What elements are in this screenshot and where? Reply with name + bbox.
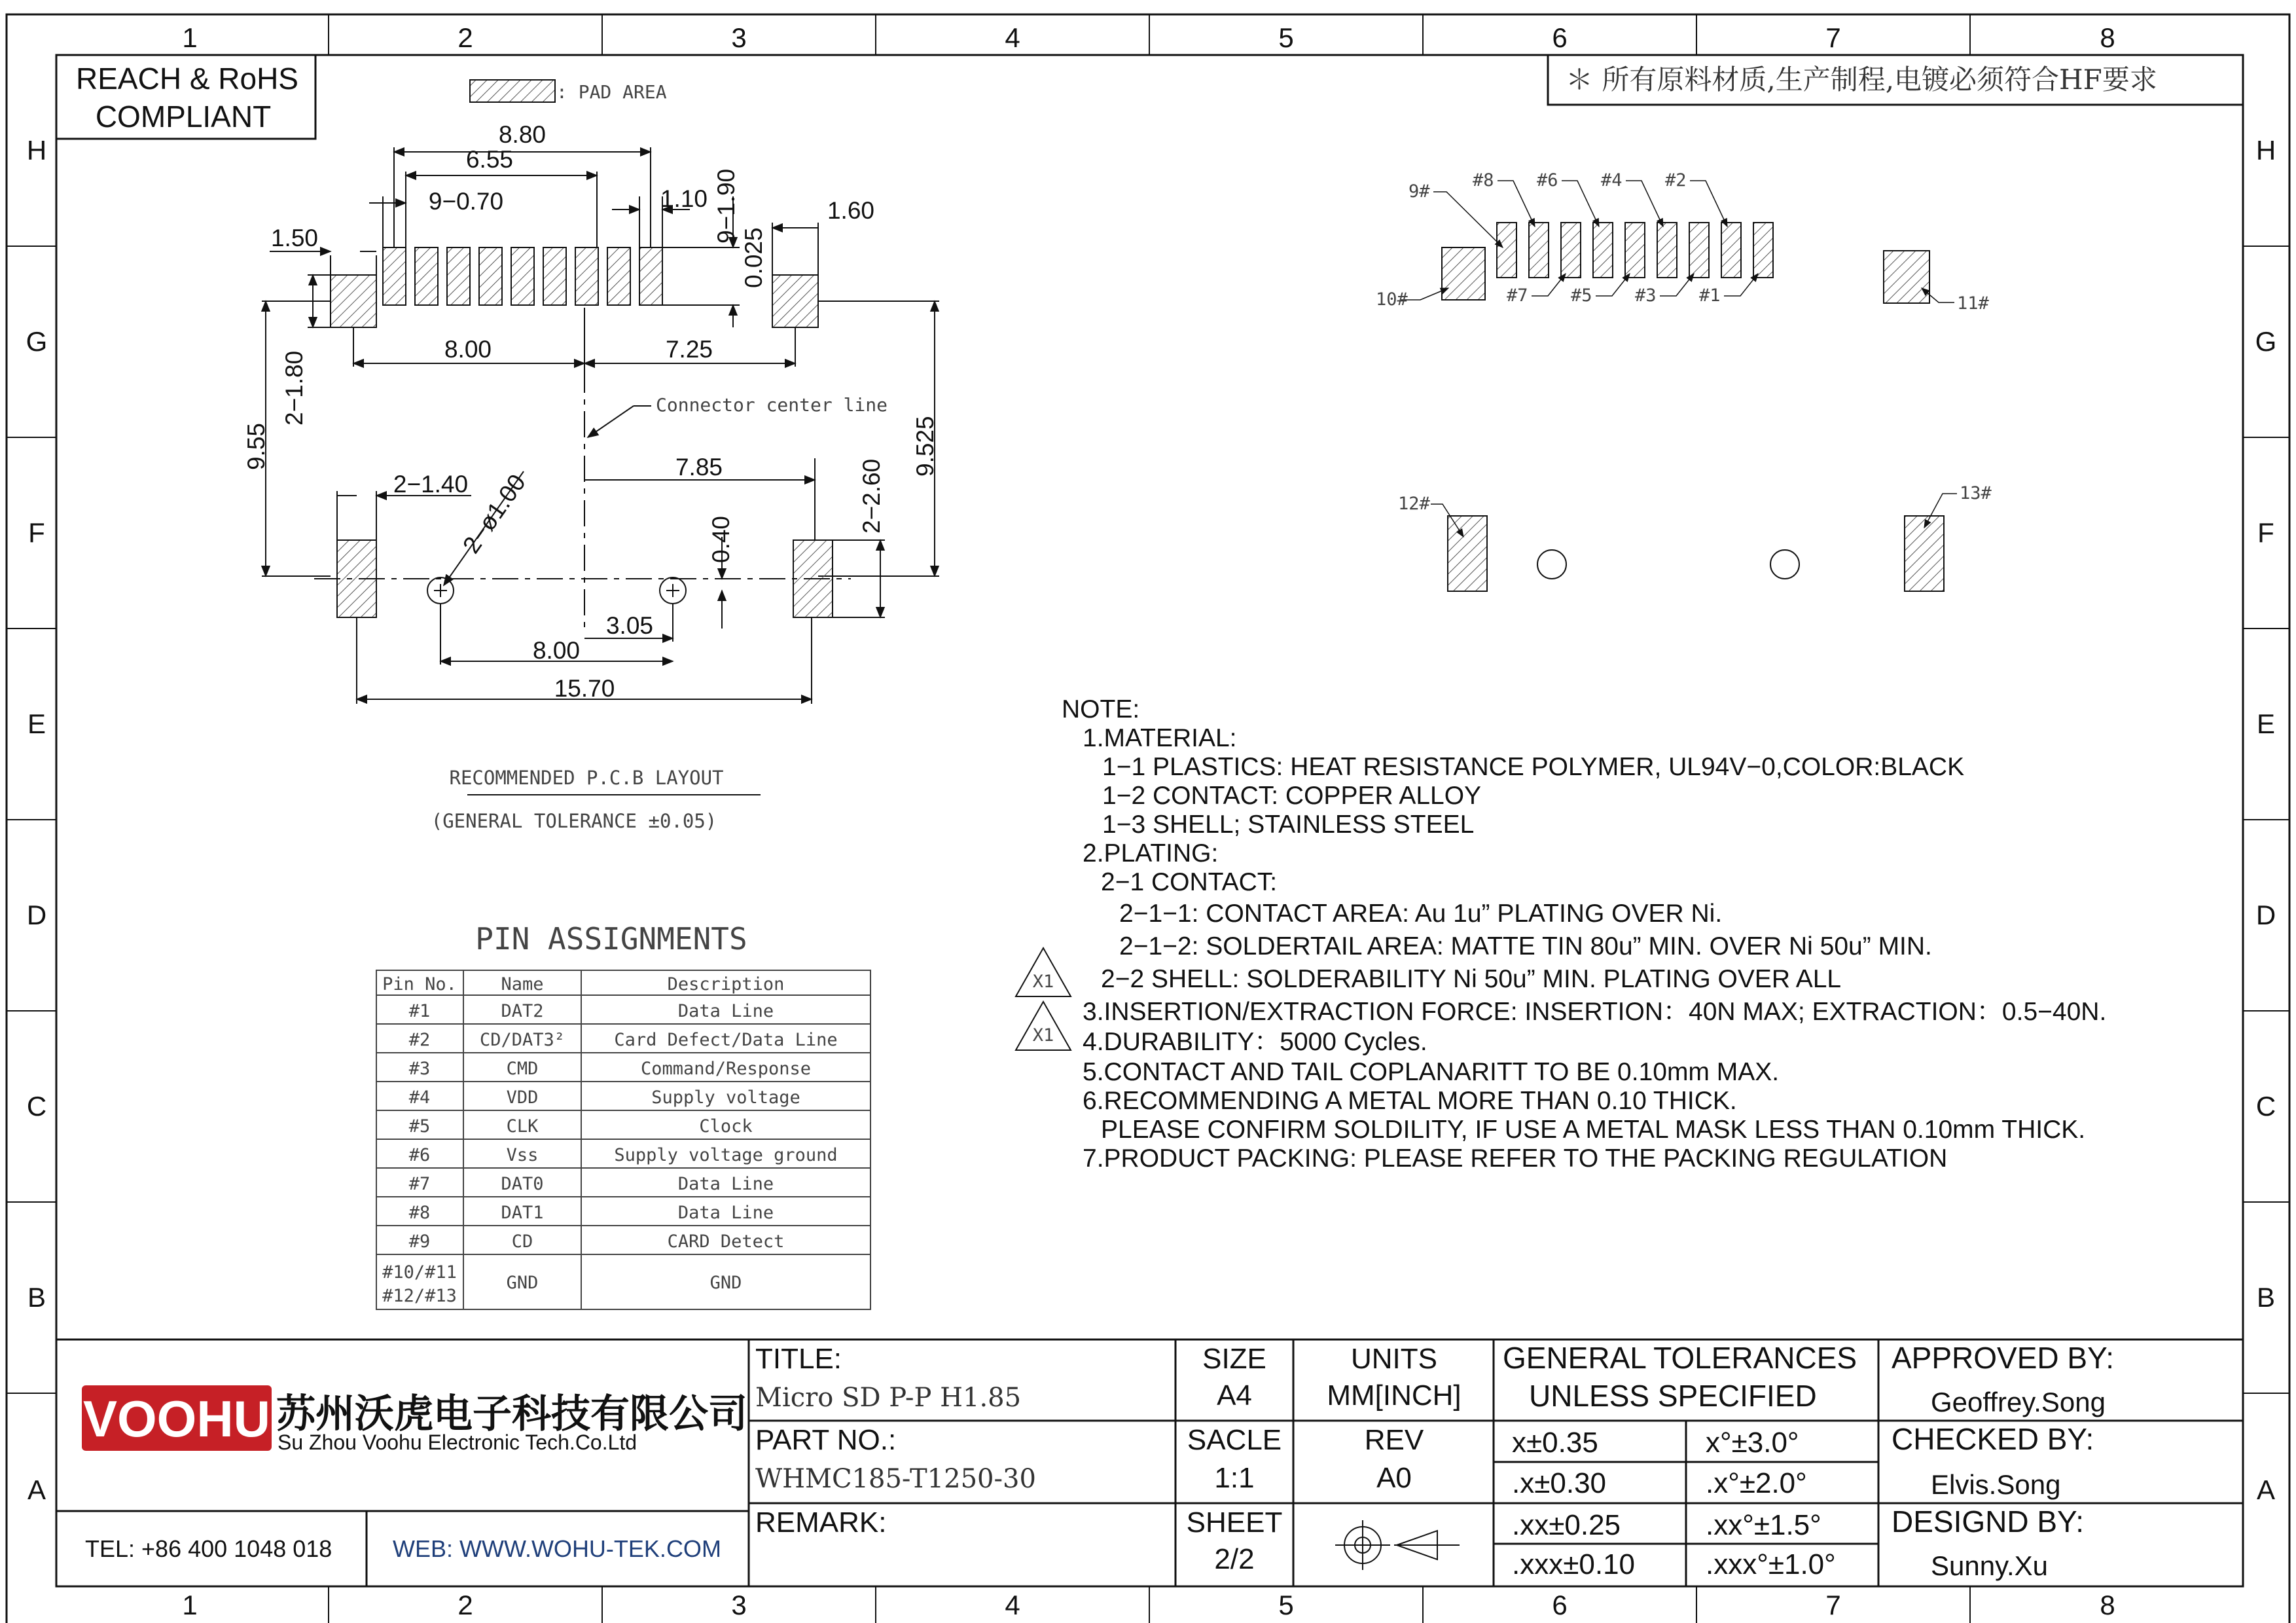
pad-contact <box>383 247 406 305</box>
table-row <box>409 1231 785 1252</box>
dim-text: 8.00 <box>532 637 581 664</box>
tel: TEL: +86 400 1048 018 <box>85 1535 332 1562</box>
svg-text:.xx°±1.5°: .xx°±1.5° <box>1706 1509 1821 1541</box>
dim-text: 1.50 <box>270 225 319 251</box>
pad-contact <box>639 247 662 305</box>
col-label: 3 <box>731 1590 747 1620</box>
pad-contact <box>607 247 630 305</box>
note-line: 2−1−2: SOLDERTAIL AREA: MATTE TIN 80u” MIN. OVER Ni 50u” MIN. <box>1119 932 1932 960</box>
pin-label: 12# <box>1398 494 1430 514</box>
part-value: WHMC185-T1250-30 <box>755 1464 1036 1494</box>
pad-4 <box>1657 223 1677 278</box>
table-row <box>382 1262 742 1306</box>
pad-8 <box>1529 223 1549 278</box>
pin-table-title: PIN ASSIGNMENTS <box>475 921 747 957</box>
pad-contact <box>543 247 566 305</box>
col-label: 6 <box>1552 1590 1568 1620</box>
col-label: 1 <box>182 1590 198 1620</box>
pad-10 <box>1442 247 1485 300</box>
svg-text:DAT0: DAT0 <box>501 1174 544 1194</box>
svg-text:#3: #3 <box>408 1059 431 1079</box>
pin-label: 9# <box>1408 181 1430 202</box>
pin-label: 10# <box>1376 289 1408 310</box>
dim-text: 1.60 <box>827 197 875 224</box>
note-line: PLEASE CONFIRM SOLDILITY, IF USE A METAL MASK LESS THAN 0.10mm THICK. <box>1101 1116 2086 1144</box>
checked-label: CHECKED BY: <box>1892 1422 2094 1456</box>
pin-map-hole <box>1770 550 1799 579</box>
pin-label: 11# <box>1957 293 1989 314</box>
dim-text: 8.00 <box>444 336 492 363</box>
col-label: 4 <box>1005 1590 1020 1620</box>
note-line: 1−3 SHELL; STAINLESS STEEL <box>1102 811 1475 839</box>
dim-text: 1.10 <box>660 185 708 212</box>
note-line: NOTE: <box>1062 695 1140 723</box>
table-row <box>409 1087 800 1108</box>
dim-text: 2−ø1.00 <box>457 469 531 558</box>
pad-legend-text: : PAD AREA <box>556 81 667 103</box>
pin-label: #7 <box>1507 285 1528 306</box>
size-value: A4 <box>1217 1379 1252 1412</box>
svg-text:x±0.35: x±0.35 <box>1512 1427 1598 1459</box>
dim-text: 9−1.90 <box>713 168 740 244</box>
col-label: 5 <box>1278 1590 1294 1620</box>
note-line: 1−1 PLASTICS: HEAT RESISTANCE POLYMER, UL94V−0,COLOR:BLACK <box>1102 753 1965 781</box>
svg-text:CLK: CLK <box>506 1116 539 1137</box>
svg-text:DAT2: DAT2 <box>501 1001 544 1021</box>
notes <box>1016 695 2106 1173</box>
pad-contact <box>511 247 534 305</box>
pin-table-grid <box>376 970 870 1309</box>
pin-label: #5 <box>1571 285 1592 306</box>
pad-11 <box>1884 251 1929 303</box>
dim-text: 9.55 <box>243 422 270 470</box>
row-label: H <box>26 135 47 166</box>
approved-label: APPROVED BY: <box>1892 1341 2115 1375</box>
dim-text: 2−1.40 <box>393 471 469 498</box>
dim-text: 9.525 <box>912 416 939 477</box>
col-label: 6 <box>1552 22 1568 53</box>
size-label: SIZE <box>1202 1343 1266 1375</box>
revision-marker-label: X1 <box>1032 972 1054 992</box>
svg-text:#1: #1 <box>408 1001 431 1021</box>
dim-text: 7.25 <box>665 336 713 363</box>
svg-text:#4: #4 <box>408 1087 431 1108</box>
svg-text:.x°±2.0°: .x°±2.0° <box>1706 1467 1807 1499</box>
svg-text:GND: GND <box>709 1273 742 1293</box>
dim-text: 7.85 <box>675 454 723 481</box>
scale-label: SACLE <box>1187 1424 1282 1456</box>
svg-text:#6: #6 <box>408 1145 431 1165</box>
pin-map-labels <box>1376 170 1992 514</box>
svg-text:Command/Response: Command/Response <box>640 1059 812 1079</box>
svg-text:DAT1: DAT1 <box>501 1203 544 1223</box>
svg-text:#9: #9 <box>408 1231 431 1252</box>
svg-text:CMD: CMD <box>506 1059 539 1079</box>
designed-value: Sunny.Xu <box>1931 1550 2049 1581</box>
pad-legend <box>470 80 667 103</box>
pin-table-body <box>382 1001 838 1306</box>
row-label: H <box>2255 135 2276 166</box>
pcb-layout-title: RECOMMENDED P.C.B LAYOUT <box>449 767 724 789</box>
dim-text: 3.05 <box>605 612 654 639</box>
hf-note-box <box>1548 55 2243 105</box>
svg-text:.x±0.30: .x±0.30 <box>1512 1467 1607 1499</box>
note-line: 2−1−1: CONTACT AREA: Au 1u” PLATING OVER Ni. <box>1119 900 1723 928</box>
note-line: 5.CONTACT AND TAIL COPLANARITT TO BE 0.10mm MAX. <box>1083 1058 1780 1086</box>
dim-text: 9−0.70 <box>428 188 504 215</box>
pin-label: #3 <box>1635 285 1657 306</box>
pin-table-header <box>382 974 784 994</box>
rev-label: REV <box>1364 1424 1424 1456</box>
dim-text: 0.40 <box>708 515 734 563</box>
dim-text: 2−2.60 <box>858 458 885 534</box>
svg-text:#5: #5 <box>408 1116 431 1137</box>
dim-text: 0.025 <box>740 227 767 288</box>
pin-label: #2 <box>1665 170 1687 191</box>
table-row <box>409 1145 838 1165</box>
pad-5 <box>1625 223 1645 278</box>
dim-text: 8.80 <box>498 121 547 148</box>
compliance-line2: COMPLIANT <box>95 100 272 134</box>
rev-value: A0 <box>1376 1462 1412 1494</box>
row-label: G <box>26 326 48 357</box>
col-label: 8 <box>2100 1590 2115 1620</box>
row-label: E <box>27 708 46 739</box>
scale-value: 1:1 <box>1214 1462 1255 1494</box>
pad-9 <box>1497 223 1516 278</box>
designed-label: DESIGND BY: <box>1892 1504 2084 1539</box>
note-line: 2−1 CONTACT: <box>1101 868 1278 896</box>
row-label: G <box>2255 326 2277 357</box>
checked-value: Elvis.Song <box>1931 1469 2061 1500</box>
pcb-layout-tolerance: (GENERAL TOLERANCE ±0.05) <box>431 810 717 832</box>
pin-label: #4 <box>1601 170 1623 191</box>
svg-text:VDD: VDD <box>506 1087 539 1108</box>
row-label: D <box>2255 900 2276 930</box>
note-line: 2.PLATING: <box>1083 839 1219 867</box>
col-label: 5 <box>1278 22 1294 53</box>
remark-label: REMARK: <box>755 1506 887 1539</box>
note-line: 6.RECOMMENDING A METAL MORE THAN 0.10 THICK. <box>1083 1087 1737 1115</box>
pad-swatch <box>470 80 555 102</box>
svg-text:GND: GND <box>506 1273 539 1293</box>
svg-text:Data Line: Data Line <box>677 1203 774 1223</box>
pin-map-leaders <box>1401 181 1957 537</box>
compliance-box <box>56 55 315 139</box>
pad-shell-left <box>331 275 376 327</box>
pin-label: #6 <box>1537 170 1558 191</box>
table-row <box>409 1059 811 1079</box>
svg-text:.xx±0.25: .xx±0.25 <box>1512 1509 1621 1541</box>
pad-6 <box>1593 223 1613 278</box>
part-label: PART NO.: <box>755 1424 897 1456</box>
svg-text:Data Line: Data Line <box>677 1174 774 1194</box>
dim-text: 6.55 <box>465 146 514 173</box>
title-label: TITLE: <box>755 1343 842 1375</box>
title-block-grid <box>56 1340 2243 1586</box>
pin-table-head: Description <box>667 974 785 994</box>
pin-assignments <box>376 921 870 1309</box>
units-value: MM[INCH] <box>1327 1379 1462 1412</box>
pin-table-head: Pin No. <box>382 974 457 994</box>
col-label: 8 <box>2100 22 2115 53</box>
pcb-layout <box>243 121 939 832</box>
pin-label: 13# <box>1960 483 1992 503</box>
company-name-en: Su Zhou Voohu Electronic Tech.Co.Ltd <box>278 1431 637 1454</box>
tol-header2: UNLESS SPECIFIED <box>1529 1379 1817 1413</box>
note-line: 1.MATERIAL: <box>1083 724 1237 752</box>
svg-text:.xxx±0.10: .xxx±0.10 <box>1512 1548 1636 1580</box>
svg-text:Data Line: Data Line <box>677 1001 774 1021</box>
note-line: 4.DURABILITY：5000 Cycles. <box>1083 1028 1427 1056</box>
svg-text:#8: #8 <box>408 1203 431 1223</box>
pad-2 <box>1721 223 1741 278</box>
pad-12 <box>1448 516 1487 591</box>
svg-text:CARD Detect: CARD Detect <box>667 1231 785 1252</box>
col-label: 3 <box>731 22 747 53</box>
company-name-cn: 苏州沃虎电子科技有限公司 <box>276 1392 747 1436</box>
title-block <box>56 1340 2243 1586</box>
row-label: C <box>26 1091 47 1122</box>
title-value: Micro SD P-P H1.85 <box>755 1383 1022 1413</box>
svg-text:#2: #2 <box>408 1030 431 1050</box>
approved-value: Geoffrey.Song <box>1931 1387 2106 1417</box>
svg-text:CD: CD <box>511 1231 533 1252</box>
revision-marker-label: X1 <box>1032 1025 1054 1046</box>
pad-shell-right <box>772 275 818 327</box>
row-label: E <box>2256 708 2276 739</box>
row-label: A <box>2256 1474 2276 1505</box>
sheet-label: SHEET <box>1186 1506 1283 1539</box>
svg-text:Vss: Vss <box>506 1145 539 1165</box>
table-row <box>409 1030 838 1050</box>
row-label: C <box>2255 1091 2276 1122</box>
svg-text:Clock: Clock <box>699 1116 753 1137</box>
pad-contact <box>415 247 438 305</box>
col-label: 2 <box>457 22 473 53</box>
svg-text:x°±3.0°: x°±3.0° <box>1706 1427 1799 1459</box>
svg-text:Supply voltage ground: Supply voltage ground <box>614 1145 838 1165</box>
row-label: F <box>28 517 45 548</box>
pin-map-hole <box>1537 550 1566 579</box>
svg-text:#12/#13: #12/#13 <box>382 1286 457 1306</box>
pad-7 <box>1561 223 1581 278</box>
svg-text:CD/DAT3²: CD/DAT3² <box>479 1030 565 1050</box>
pin-label: #1 <box>1699 285 1721 306</box>
note-line: 7.PRODUCT PACKING: PLEASE REFER TO THE PACKING REGULATION <box>1083 1144 1948 1173</box>
note-line: 1−2 CONTACT: COPPER ALLOY <box>1102 782 1482 810</box>
note-line: 2−2 SHELL: SOLDERABILITY Ni 50u” MIN. PLATING OVER ALL <box>1101 965 1842 993</box>
row-label: B <box>2256 1282 2276 1313</box>
row-label: D <box>26 900 47 930</box>
units-label: UNITS <box>1351 1343 1437 1375</box>
pad-contact <box>575 247 598 305</box>
pin-label: #8 <box>1473 170 1494 191</box>
center-line-label: Connector center line <box>656 394 888 416</box>
svg-text:#10/#11: #10/#11 <box>382 1262 457 1283</box>
pin-table-head: Name <box>501 974 544 994</box>
projection-symbol-icon <box>1335 1520 1460 1570</box>
row-label: F <box>2257 517 2274 548</box>
dim-text: 15.70 <box>554 675 615 702</box>
col-label: 1 <box>182 22 198 53</box>
col-label: 7 <box>1825 22 1841 53</box>
pin-map <box>1376 170 1992 591</box>
svg-text:Card Defect/Data Line: Card Defect/Data Line <box>614 1030 838 1050</box>
row-label: A <box>27 1474 46 1505</box>
note-line: 3.INSERTION/EXTRACTION FORCE: INSERTION：40N MAX; EXTRACTION：0.5−40N. <box>1083 998 2107 1026</box>
dim-text: 2−1.80 <box>281 350 308 426</box>
pad-1 <box>1753 223 1773 278</box>
compliance-line1: REACH & RoHS <box>76 62 298 96</box>
sheet-value: 2/2 <box>1214 1543 1255 1575</box>
svg-text:Supply voltage: Supply voltage <box>651 1087 800 1108</box>
pad-contact <box>447 247 470 305</box>
logo-text: VOOHU <box>82 1390 271 1448</box>
col-label: 4 <box>1005 22 1020 53</box>
pad-contact <box>479 247 502 305</box>
svg-text:#7: #7 <box>408 1174 431 1194</box>
website: WEB: WWW.WOHU-TEK.COM <box>393 1535 721 1562</box>
tol-header1: GENERAL TOLERANCES <box>1503 1341 1857 1375</box>
pad-3 <box>1689 223 1709 278</box>
hf-note: ＊ 所有原料材质,生产制程,电镀必须符合HF要求 <box>1566 64 2157 96</box>
col-label: 2 <box>457 1590 473 1620</box>
row-label: B <box>27 1282 46 1313</box>
svg-text:.xxx°±1.0°: .xxx°±1.0° <box>1706 1548 1836 1580</box>
col-label: 7 <box>1825 1590 1841 1620</box>
